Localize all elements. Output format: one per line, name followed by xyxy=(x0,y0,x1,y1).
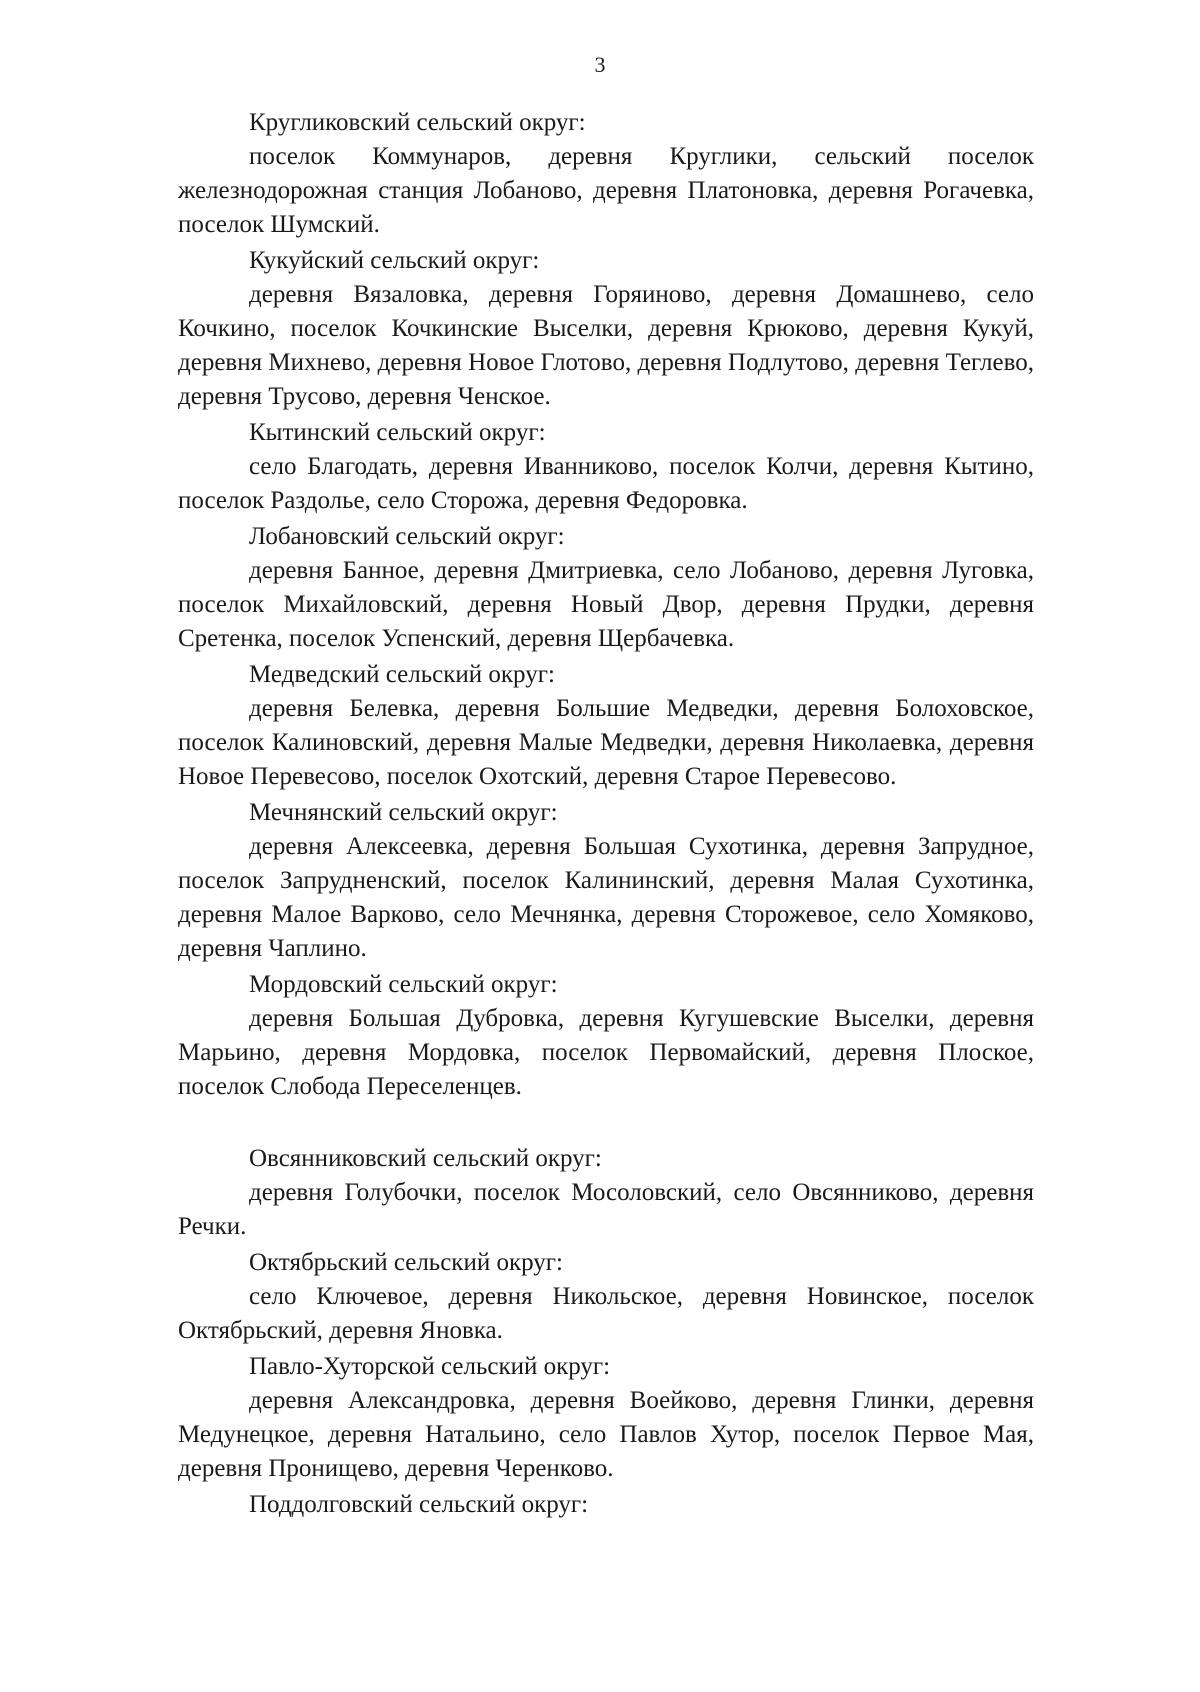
district-settlements-ovsyannikovsky: деревня Голубочки, поселок Мосоловский, село Овсянниково, деревня Речки. xyxy=(178,1179,1034,1240)
district-settlements-mechnyansky: деревня Алексеевка, деревня Большая Сухотинка, деревня Запрудное, поселок Запрудненский, поселок Калининский, деревня Малая Сухотинка, деревня Малое Варково, село Мечнянка, деревня Сторожевое, село Хомяково, деревня Чаплино. xyxy=(178,833,1034,962)
page-number: 3 xyxy=(594,52,606,77)
paragraph-gap xyxy=(178,1106,1034,1142)
district-heading-mordovsky: Мордовский сельский округ: xyxy=(249,971,558,998)
district-heading-kukuysky: Кукуйский сельский округ: xyxy=(249,247,540,274)
district-heading-kruglikovsky: Кругликовский сельский округ: xyxy=(249,109,586,136)
district-heading-ovsyannikovsky: Овсянниковский сельский округ: xyxy=(249,1145,602,1172)
document-body xyxy=(178,106,1034,1522)
district-heading-lobanovsky: Лобановский сельский округ: xyxy=(249,523,565,550)
district-heading-mechnyansky: Мечнянский сельский округ: xyxy=(249,799,558,826)
district-settlements-pavlo-khutorskoy: деревня Александровка, деревня Воейково, деревня Глинки, деревня Медунецкое, деревня Натальино, село Павлов Хутор, поселок Первое Мая, деревня Пронищево, деревня Черенково. xyxy=(178,1387,1034,1482)
district-settlements-kytinsky: село Благодать, деревня Иванниково, поселок Колчи, деревня Кытино, поселок Раздолье, село Сторожа, деревня Федоровка. xyxy=(178,453,1034,514)
district-settlements-oktyabrsky: село Ключевое, деревня Никольское, деревня Новинское, поселок Октябрьский, деревня Яновка. xyxy=(178,1283,1034,1344)
district-heading-oktyabrsky: Октябрьский сельский округ: xyxy=(249,1249,563,1276)
district-settlements-lobanovsky: деревня Банное, деревня Дмитриевка, село Лобаново, деревня Луговка, поселок Михайловский, деревня Новый Двор, деревня Прудки, деревня Сретенка, поселок Успенский, деревня Щербачевка. xyxy=(178,557,1034,652)
district-settlements-mordovsky: деревня Большая Дубровка, деревня Кугушевские Выселки, деревня Марьино, деревня Мордовка, поселок Первомайский, деревня Плоское, поселок Слобода Переселенцев. xyxy=(178,1005,1034,1100)
district-heading-medvedsky: Медведский сельский округ: xyxy=(249,661,555,688)
district-heading-kytinsky: Кытинский сельский округ: xyxy=(249,419,546,446)
district-settlements-kruglikovsky: поселок Коммунаров, деревня Круглики, сельский поселок железнодорожная станция Лобаново, деревня Платоновка, деревня Рогачевка, поселок Шумский. xyxy=(178,143,1034,238)
district-settlements-kukuysky: деревня Вязаловка, деревня Горяиново, деревня Домашнево, село Кочкино, поселок Кочкинские Выселки, деревня Крюково, деревня Кукуй, деревня Михнево, деревня Новое Глотово, деревня Подлутово, деревня Теглево, деревня Трусово, деревня Ченское. xyxy=(178,281,1034,410)
district-heading-pavlo-khutorskoy: Павло-Хуторской сельский округ: xyxy=(249,1353,611,1380)
district-settlements-medvedsky: деревня Белевка, деревня Большие Медведки, деревня Болоховское, поселок Калиновский, деревня Малые Медведки, деревня Николаевка, деревня Новое Перевесово, поселок Охотский, деревня Старое Перевесово. xyxy=(178,695,1034,790)
district-heading-poddolgovsky: Поддолговский сельский округ: xyxy=(249,1491,589,1518)
